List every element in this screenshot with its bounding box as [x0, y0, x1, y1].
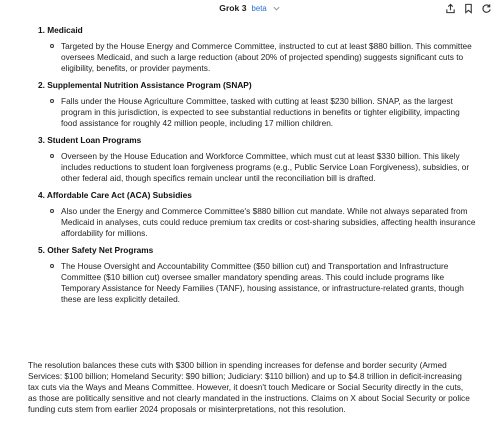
list-item-snap	[38, 80, 478, 129]
section-text: Overseen by the House Education and Workforce Committee, which must cut at least $330 billion. This likely includes reductions to student loan forgiveness programs (e.g., Public Service Loan Forgiveness), subsidies, or other federal aid, though specifics remain unclear until the reconciliation bill is drafted.	[61, 151, 470, 183]
list-item-medicaid	[38, 25, 478, 74]
bullet-icon	[50, 264, 54, 268]
response-list	[38, 25, 478, 311]
bullet-icon	[50, 209, 54, 213]
chevron-down-icon[interactable]	[272, 4, 281, 13]
list-item-safety-net	[38, 245, 478, 305]
section-text: Also under the Energy and Commerce Committee's $880 billion cut mandate. While not always separated from Medicaid in analyses, cuts could reduce premium tax credits or cost-sharing subsidies, affecting health insurance affordability for millions.	[61, 206, 476, 238]
refresh-icon[interactable]	[481, 3, 492, 14]
share-icon[interactable]	[445, 3, 456, 14]
app-title: Grok 3	[219, 3, 247, 13]
bullet-icon	[50, 44, 54, 48]
section-text: Targeted by the House Energy and Commerce Committee, instructed to cut at least $880 billion. This committee oversees Medicaid, and such a large reduction (about 20% of projected spending) suggests significant cuts to eligibility, benefits, or provider payments.	[61, 41, 472, 73]
section-text: The House Oversight and Accountability Committee ($50 billion cut) and Transportation and Infrastructure Committee ($10 billion cut) oversee smaller mandatory spending areas. This could include programs like Temporary Assistance for Needy Families (TANF), housing assistance, or infrastructure-related grants, though these are less explicitly detailed.	[61, 261, 464, 304]
section-heading: 4. Affordable Care Act (ACA) Subsidies	[38, 190, 192, 200]
summary-paragraph: The resolution balances these cuts with $300 billion in spending increases for defense and border security (Armed Services: $100 billion; Homeland Security: $90 billion; Judiciary: $110 billion) and up to $4.8 trillion in deficit-increasing tax cuts via the Ways and Means Committee. However, it doesn't touch Medicare or Social Security directly in the cuts, as those are politically sensitive and not clearly mandated in the instructions. Claims on X about Social Security or police funding cuts stem from earlier 2024 proposals or misinterpretations, not this resolution.	[28, 360, 470, 414]
section-heading: 1. Medicaid	[38, 25, 83, 35]
bookmark-icon[interactable]	[463, 3, 474, 14]
bullet-icon	[50, 99, 54, 103]
list-item-student-loans	[38, 135, 478, 184]
section-heading: 2. Supplemental Nutrition Assistance Program (SNAP)	[38, 80, 252, 90]
section-heading: 5. Other Safety Net Programs	[38, 245, 154, 255]
section-heading: 3. Student Loan Programs	[38, 135, 142, 145]
section-text: Falls under the House Agriculture Committee, tasked with cutting at least $230 billion. SNAP, as the largest program in this jurisdiction, is expected to see substantial reductions in benefits or tighter eligibility, impacting food assistance for roughly 42 million people, including 17 million children.	[61, 96, 460, 128]
top-bar	[0, 0, 500, 18]
list-item-aca	[38, 190, 478, 239]
model-selector[interactable]	[0, 3, 500, 14]
bullet-icon	[50, 154, 54, 158]
beta-badge: beta	[251, 4, 267, 13]
